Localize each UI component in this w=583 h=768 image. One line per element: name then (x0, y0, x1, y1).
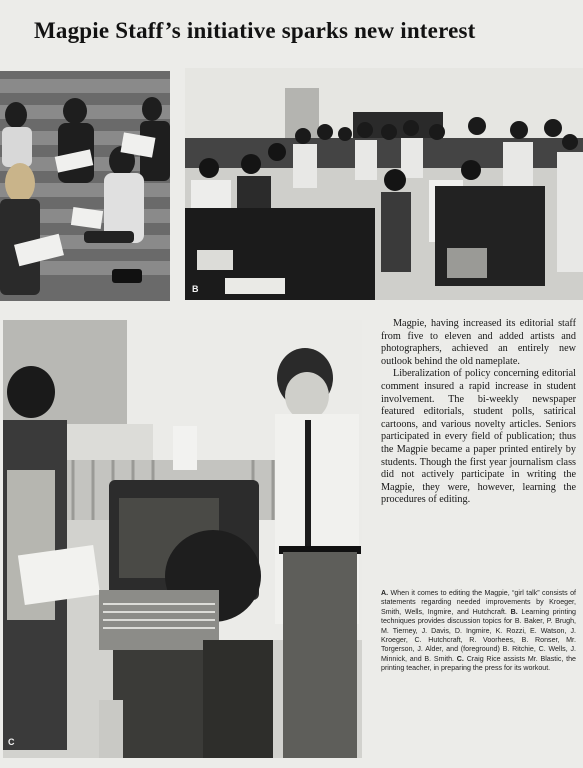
photo-b-journalism-class (185, 68, 583, 300)
caption-a-text: When it comes to editing the Magpie, “girl talk” consists of statements regarding needed improvements by Kroeger, Smith, Wells, Ingmire, and Hutchcraft. (381, 589, 576, 616)
photo-b-letter: B (192, 284, 199, 294)
photo-c-letter: C (8, 737, 15, 747)
caption-a-label: A. (381, 589, 391, 597)
caption-c-label: C. (456, 654, 467, 663)
article-paragraph-2: Liberalization of policy concerning editorial comment insured a rapid increase in student involvement. The bi-weekly newspaper featured editorials, student polls, satirical cartoons, and various novelty articles. Seniors participated in every field of publication; thus the Magpie became a paper printed entirely by students. Though the first year journalism class did not actively participate in writing the Magpie, they were, however, learning the procedures of editing. (381, 368, 576, 506)
page-headline: Magpie Staff’s initiative sparks new interest (34, 18, 476, 43)
photo-c-printing-press (3, 320, 362, 758)
article-paragraph-1: Magpie, having increased its editorial staff from five to eleven and added artists and photographers, achieved an entirely new outlook behind the old nameplate. (381, 318, 576, 367)
photo-a-staff-on-stairs (0, 71, 170, 301)
photo-captions (381, 589, 576, 674)
caption-c-text: Craig Rice assists Mr. Blastic, the printing teacher, in preparing the press for its workout. (381, 654, 576, 673)
caption-b-label: B. (510, 607, 522, 616)
article-body (381, 318, 576, 507)
caption-b-text: Learning printing techniques provides discussion topics for B. Baker, P. Brugh, M. Tierney, J. Davis, D. Ingmire, K. Rozzi, E. Watson, J. Kroeger, C. Hutchcraft, R. Voorhees, B. Ronser, Mr. Torgerson, J. Alder, and (foreground) B. Ritchie, C. Wells, J. Minnick, and B. Smith. (381, 607, 576, 663)
